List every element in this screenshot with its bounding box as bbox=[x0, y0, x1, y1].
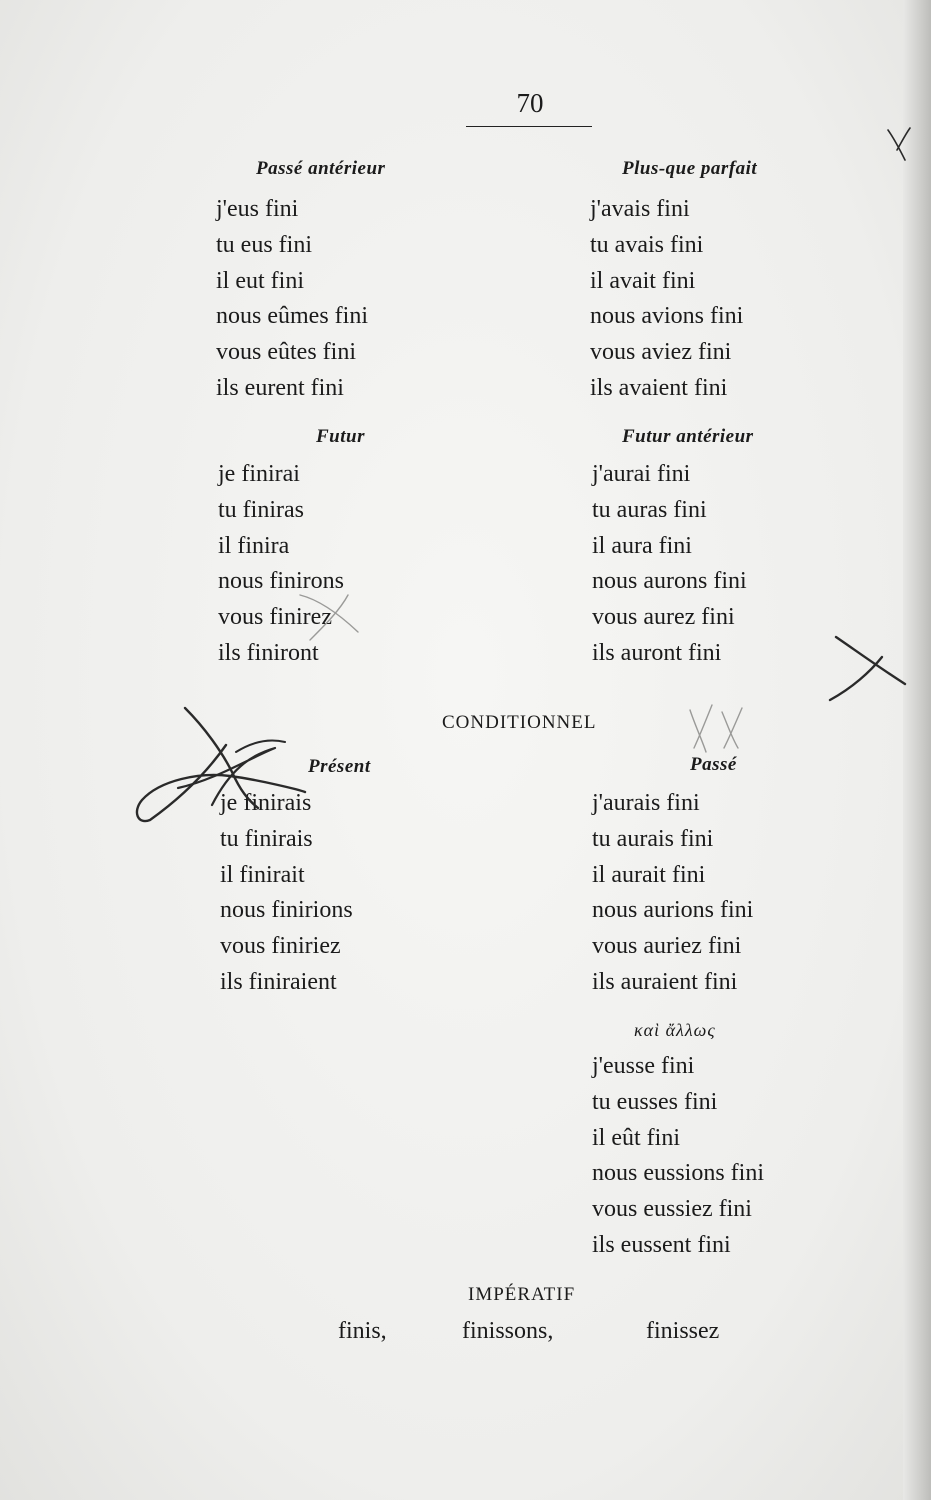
conjugation-line: tu eusses fini bbox=[592, 1088, 718, 1115]
heading-conditionnel: CONDITIONNEL bbox=[442, 712, 597, 733]
conjugation-line: nous eussions fini bbox=[592, 1160, 765, 1187]
conjugation-line: ils auront fini bbox=[592, 639, 722, 666]
conjugation-line: ils avaient fini bbox=[590, 374, 728, 401]
imperatif-form: finissons, bbox=[462, 1318, 554, 1344]
conjugation-line: il avait fini bbox=[590, 267, 696, 294]
conjugation-line: tu avais fini bbox=[590, 231, 704, 258]
page-number: 70 bbox=[516, 88, 544, 118]
conjugation-line: vous auriez fini bbox=[592, 933, 742, 960]
heading-plus-que-parfait: Plus-que parfait bbox=[622, 158, 758, 179]
conjugation-line: il aurait fini bbox=[592, 861, 706, 888]
heading-imperatif: IMPÉRATIF bbox=[468, 1284, 576, 1305]
conjugation-line: nous finirons bbox=[218, 568, 344, 595]
conjugation-line: vous finiriez bbox=[220, 933, 341, 960]
conjugation-line: il finirait bbox=[220, 861, 305, 888]
conjugation-line: tu finiras bbox=[218, 496, 304, 523]
conjugation-line: il eut fini bbox=[216, 267, 304, 294]
conjugation-line: nous avions fini bbox=[590, 303, 744, 330]
imperatif-form: finissez bbox=[646, 1318, 720, 1344]
heading-passe-anterieur: Passé antérieur bbox=[256, 158, 386, 179]
conjugation-line: vous aurez fini bbox=[592, 604, 735, 631]
heading-conditionnel-passe: Passé bbox=[690, 754, 737, 775]
conjugation-line: il aura fini bbox=[592, 532, 692, 559]
conjugation-line: j'aurai fini bbox=[592, 461, 691, 487]
conjugation-line: j'eus fini bbox=[216, 196, 299, 222]
heading-futur: Futur bbox=[316, 426, 365, 447]
conjugation-line: vous aviez fini bbox=[590, 339, 732, 366]
conjugation-line: nous aurons fini bbox=[592, 568, 747, 595]
conjugation-line: tu eus fini bbox=[216, 231, 312, 258]
conjugation-line: j'avais fini bbox=[590, 196, 690, 222]
greek-alternative-label: καὶ ἄλλως bbox=[634, 1020, 716, 1040]
conjugation-line: tu auras fini bbox=[592, 496, 707, 523]
conjugation-line: ils auraient fini bbox=[592, 968, 738, 995]
conjugation-line: il eût fini bbox=[592, 1124, 680, 1151]
conjugation-line: nous finirions bbox=[220, 897, 353, 924]
conjugation-line: ils finiront bbox=[218, 639, 319, 666]
conjugation-line: je finirais bbox=[220, 790, 312, 816]
conjugation-line: j'eusse fini bbox=[592, 1053, 695, 1079]
heading-futur-anterieur: Futur antérieur bbox=[622, 426, 754, 447]
conjugation-line: il finira bbox=[218, 532, 290, 559]
imperatif-form: finis, bbox=[338, 1318, 387, 1344]
heading-conditionnel-present: Présent bbox=[308, 756, 371, 777]
conjugation-line: nous eûmes fini bbox=[216, 303, 368, 330]
conjugation-line: ils eurent fini bbox=[216, 374, 344, 401]
conjugation-line: tu finirais bbox=[220, 825, 313, 852]
conjugation-line: je finirai bbox=[218, 461, 300, 487]
conjugation-line: vous eûtes fini bbox=[216, 339, 356, 366]
conjugation-line: vous eussiez fini bbox=[592, 1196, 752, 1223]
conjugation-line: j'aurais fini bbox=[592, 790, 700, 816]
conjugation-line: nous aurions fini bbox=[592, 897, 754, 924]
conjugation-line: ils finiraient bbox=[220, 968, 337, 995]
conjugation-line: ils eussent fini bbox=[592, 1231, 731, 1258]
conjugation-line: tu aurais fini bbox=[592, 825, 714, 852]
conjugation-line: vous finirez bbox=[218, 604, 332, 631]
